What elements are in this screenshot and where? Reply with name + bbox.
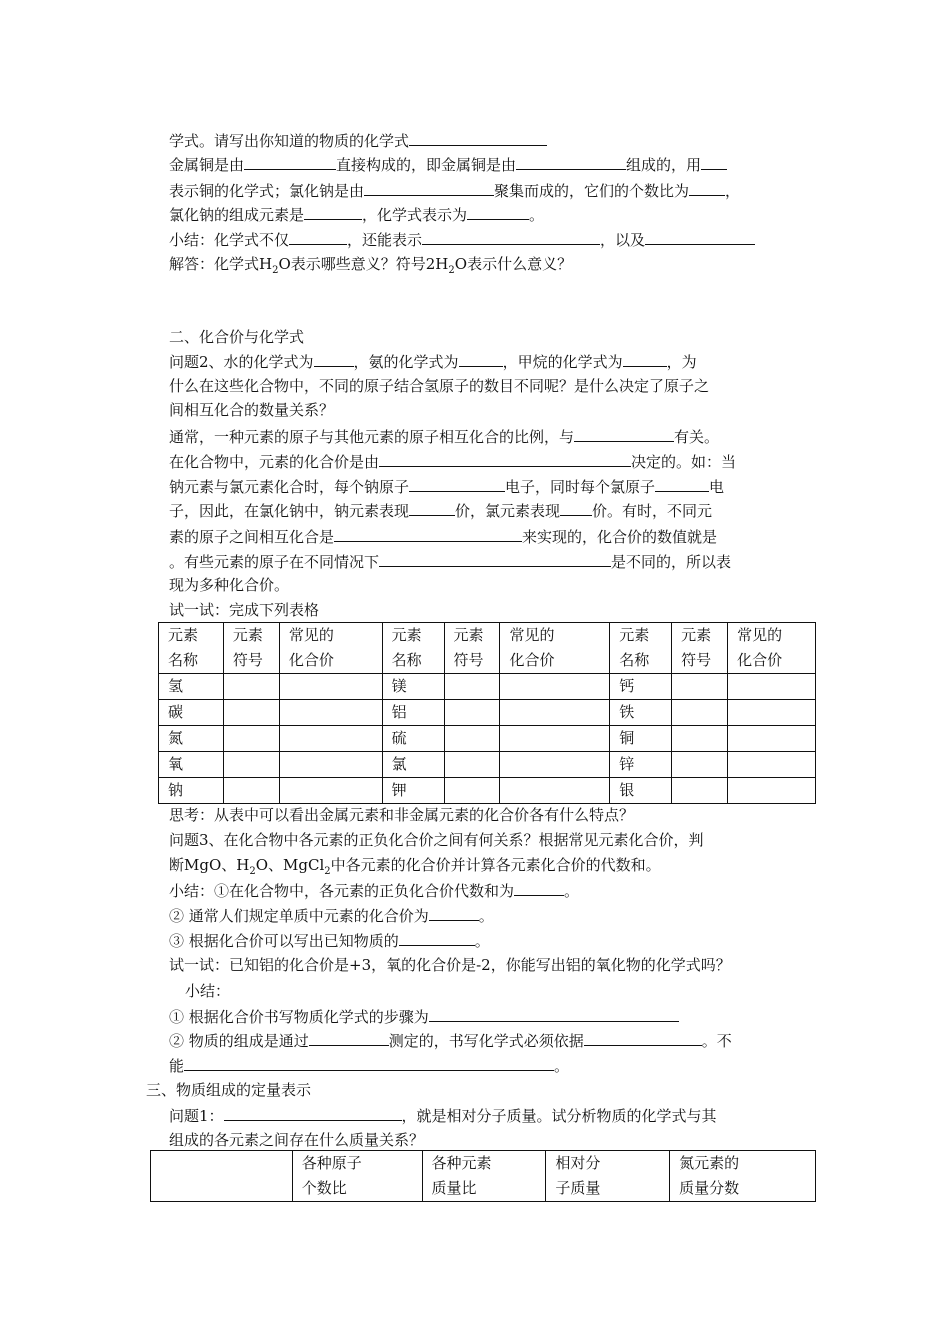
table-row [159,700,816,726]
text-line: 断MgO、$H_2O$、MgCl$_2$中各元素的化合价并计算各元素化合价的代数和。 [169,856,661,877]
header-cell: 常见的 化合价 [728,623,816,674]
element-name-cell: 氢 [159,674,224,700]
answer-blank[interactable] [689,180,725,196]
answer-blank[interactable] [364,180,494,196]
header-cell: 常见的 化合价 [279,623,382,674]
header-cell: 元素 符号 [672,623,728,674]
text-line: 现为多种化合价。 [169,576,290,594]
symbol-cell[interactable] [223,674,279,700]
element-name-cell: 铝 [382,700,444,726]
symbol-cell[interactable] [223,752,279,778]
section-heading: 三、物质组成的定量表示 [146,1081,312,1099]
text-line: 氯化钠的组成元素是 ，化学式表示为 。 [169,206,545,224]
header-cell: 常见的 化合价 [500,623,610,674]
answer-blank[interactable] [289,229,347,245]
answer-blank[interactable] [422,229,600,245]
text-line: 素的原子之间相互化合是 来实现的，化合价的数值就是 [169,528,718,546]
text-line: 钠元素与氯元素化合时，每个钠原子 电子，同时每个氯原子 电 [169,478,725,496]
answer-blank[interactable] [560,500,592,516]
text-line: 金属铜是由 直接构成的，即金属铜是由 组成的，用 [169,154,727,175]
header-cell: 元素 符号 [444,623,500,674]
answer-blank[interactable] [334,526,522,542]
symbol-cell[interactable] [223,778,279,804]
valence-cell[interactable] [279,778,382,804]
answer-blank[interactable] [309,1030,389,1046]
valence-cell[interactable] [500,700,610,726]
element-name-cell: 钙 [610,674,672,700]
header-cell: 氮元素的 质量分数 [670,1151,816,1202]
answer-blank[interactable] [224,1105,402,1121]
symbol-cell[interactable] [444,674,500,700]
element-name-cell: 银 [610,778,672,804]
answer-blank[interactable] [701,154,727,170]
answer-blank[interactable] [379,451,631,467]
text-line: 能 。 [169,1057,570,1075]
answer-blank[interactable] [409,130,547,146]
answer-blank[interactable] [645,229,755,245]
element-name-cell: 钠 [159,778,224,804]
answer-blank[interactable] [623,351,667,367]
answer-blank[interactable] [184,1055,554,1071]
answer-blank[interactable] [409,476,505,492]
header-cell: 各种元素 质量比 [422,1151,546,1202]
answer-blank[interactable] [467,204,529,220]
valence-cell[interactable] [728,726,816,752]
valence-cell[interactable] [279,752,382,778]
empty-cell[interactable] [151,1151,293,1202]
text-line: 什么在这些化合物中，不同的原子结合氢原子的数目不同呢？是什么决定了原子之 [169,377,710,395]
valence-cell[interactable] [500,726,610,752]
symbol-cell[interactable] [444,752,500,778]
table-row [159,778,816,804]
text-line: 问题1： ，就是相对分子质量。试分析物质的化学式与其 [169,1107,717,1125]
valence-cell[interactable] [279,700,382,726]
text-line: ② 通常人们规定单质中元素的化合价为 。 [169,907,494,925]
answer-blank[interactable] [304,204,362,220]
symbol-cell[interactable] [672,700,728,726]
symbol-cell[interactable] [444,726,500,752]
text-line: 学式。请写出你知道的物质的化学式 [169,130,547,151]
answer-blank[interactable] [409,500,455,516]
text-line: 组成的各元素之间存在什么质量关系？ [169,1131,425,1149]
text-line: 小结： [185,982,231,1000]
answer-blank[interactable] [379,551,611,567]
answer-blank[interactable] [429,1006,679,1022]
table-row [159,674,816,700]
valence-cell[interactable] [728,700,816,726]
symbol-cell[interactable] [223,700,279,726]
symbol-cell[interactable] [672,752,728,778]
text-line: ③ 根据化合价可以写出已知物质的 。 [169,932,490,950]
text-line: 表示铜的化学式；氯化钠是由 聚集而成的，它们的个数比为 ， [169,182,741,200]
element-name-cell: 铜 [610,726,672,752]
valence-cell[interactable] [279,726,382,752]
valence-cell[interactable] [728,778,816,804]
symbol-cell[interactable] [444,778,500,804]
element-name-cell: 硫 [382,726,444,752]
symbol-cell[interactable] [223,726,279,752]
symbol-cell[interactable] [672,674,728,700]
element-name-cell: 氮 [159,726,224,752]
element-name-cell: 碳 [159,700,224,726]
header-cell: 各种原子 个数比 [292,1151,422,1202]
valence-cell[interactable] [500,752,610,778]
header-cell: 元素 符号 [223,623,279,674]
mass-relation-table [150,1150,816,1202]
text-line: 问题2、水的化学式为 ，氨的化学式为 ，甲烷的化学式为 ，为 [169,353,697,371]
answer-blank[interactable] [429,905,479,921]
text-line: 。有些元素的原子在不同情况下 是不同的，所以表 [169,553,732,571]
element-name-cell: 氯 [382,752,444,778]
text-line: 解答：化学式$H_2O$表示哪些意义？符号$2H_2O$表示什么意义？ [169,255,573,276]
header-cell: 相对分 子质量 [546,1151,670,1202]
text-line: 问题3、在化合物中各元素的正负化合价之间有何关系？根据常见元素化合价，判 [169,831,704,849]
valence-cell[interactable] [500,674,610,700]
answer-blank[interactable] [459,351,503,367]
header-cell: 元素 名称 [159,623,224,674]
answer-blank[interactable] [584,1030,702,1046]
symbol-cell[interactable] [672,778,728,804]
element-name-cell: 铁 [610,700,672,726]
answer-blank[interactable] [514,880,564,896]
text-line: 小结：①在化合物中，各元素的正负化合价代数和为 。 [169,882,580,900]
table-header-row [159,623,816,674]
table-header-row [151,1151,816,1202]
symbol-cell[interactable] [444,700,500,726]
text-line: ② 物质的组成是通过 测定的，书写化学式必须依据 。不 [169,1032,732,1050]
valence-cell[interactable] [500,778,610,804]
answer-blank[interactable] [314,351,354,367]
text-line: 子，因此，在氯化钠中，钠元素表现 价，氯元素表现 价。有时，不同元 [169,502,713,520]
element-name-cell: 锌 [610,752,672,778]
valence-table [158,622,816,804]
answer-blank[interactable] [399,930,475,946]
text-line: 在化合物中，元素的化合价是由 决定的。如：当 [169,453,737,471]
table-row [159,752,816,778]
text-line: 小结：化学式不仅 ，还能表示 ，以及 [169,229,755,250]
answer-blank[interactable] [574,426,674,442]
text-line: 试一试：完成下列表格 [169,601,320,619]
element-name-cell: 钾 [382,778,444,804]
symbol-cell[interactable] [672,726,728,752]
answer-blank[interactable] [655,476,709,492]
header-cell: 元素 名称 [610,623,672,674]
text-line: 间相互化合的数量关系？ [169,401,335,419]
header-cell: 元素 名称 [382,623,444,674]
table-row [159,726,816,752]
answer-blank[interactable] [516,154,626,170]
text-line: 试一试：已知铝的化合价是+3，氧的化合价是-2，你能写出铝的氧化物的化学式吗？ [169,956,731,974]
valence-cell[interactable] [728,674,816,700]
element-name-cell: 氧 [159,752,224,778]
section-heading: 二、化合价与化学式 [169,328,305,346]
text-line: 思考：从表中可以看出金属元素和非金属元素的化合价各有什么特点？ [169,806,635,824]
answer-blank[interactable] [244,154,336,170]
valence-cell[interactable] [279,674,382,700]
text-line: ① 根据化合价书写物质化学式的步骤为 [169,1006,679,1027]
valence-cell[interactable] [728,752,816,778]
text-line: 通常，一种元素的原子与其他元素的原子相互化合的比例，与 有关。 [169,428,720,446]
element-name-cell: 镁 [382,674,444,700]
